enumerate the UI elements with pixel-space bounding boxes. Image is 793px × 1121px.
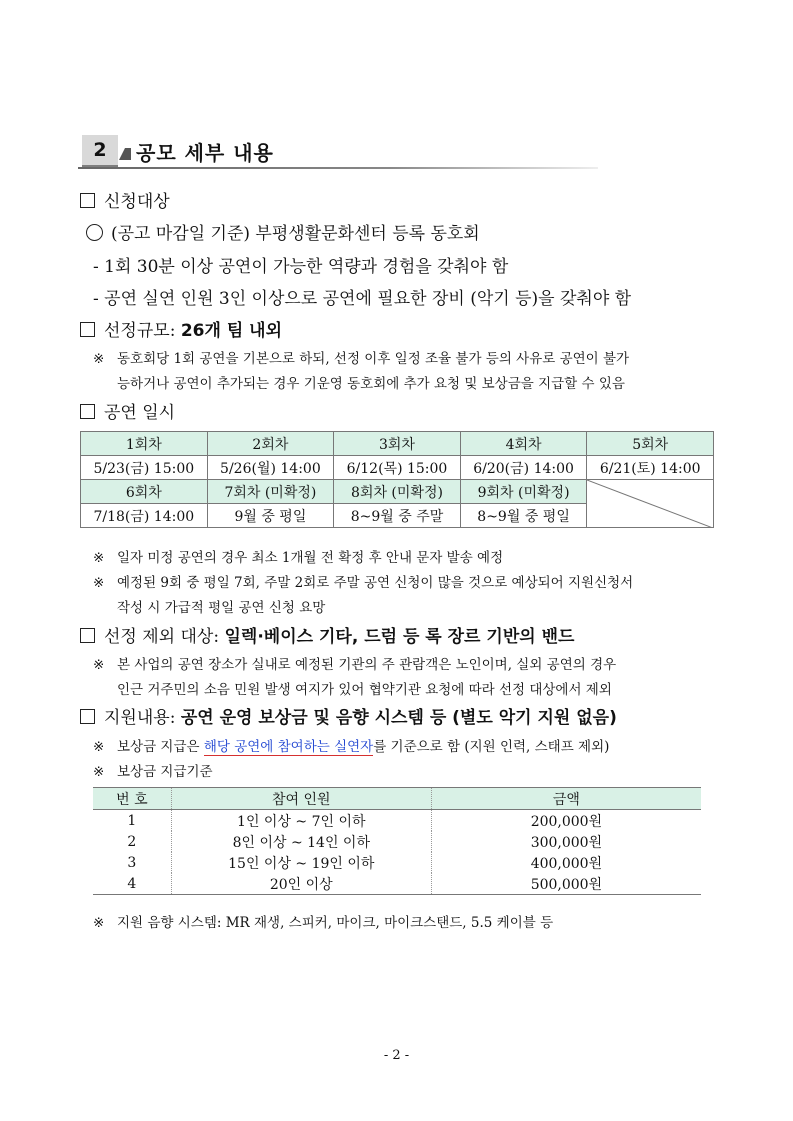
schedule-cell: 7회차 (미확정) [207, 480, 334, 504]
payment-table [93, 787, 701, 895]
exclusion-heading: 선정 제외 대상: [104, 627, 225, 647]
target-circle-text: (공고 마감일 기준) 부평생활문화센터 등록 동호회 [111, 224, 480, 244]
circle-bullet-icon [86, 224, 103, 241]
schedule-cell: 8~9월 중 주말 [334, 504, 461, 528]
section-header [78, 131, 598, 171]
schedule-cell: 2회차 [207, 432, 334, 456]
schedule-cell: 6/20(금) 14:00 [460, 456, 587, 480]
schedule-cell: 4회차 [460, 432, 587, 456]
checkbox-square-icon [80, 628, 95, 643]
payment-header-cell: 참여 인원 [171, 788, 431, 810]
payment-cell: 8인 이상 ~ 14인 이하 [171, 831, 431, 852]
schedule-header-row [81, 480, 714, 504]
section-title: 공모 세부 내용 [136, 141, 274, 165]
target-dash-item-2: - 공연 실연 인원 3인 이상으로 공연에 필요한 장비 (악기 등)을 갖춰야 함 [93, 289, 632, 309]
support-note1-pre: 보상금 지급은 [117, 739, 204, 755]
schedule-empty-cell [587, 480, 714, 528]
schedule-cell: 8~9월 중 평일 [460, 504, 587, 528]
schedule-cell: 5/26(월) 14:00 [207, 456, 334, 480]
note-mark: ※ [93, 739, 105, 755]
checkbox-square-icon [80, 322, 95, 337]
scale-heading-line [80, 316, 282, 341]
diagonal-line [587, 480, 713, 528]
section-underline [78, 167, 598, 169]
payment-cell: 200,000원 [431, 810, 701, 832]
schedule-note2-line2: 작성 시 가급적 평일 공연 신청 요망 [117, 600, 326, 616]
schedule-note2-text1: 예정된 9회 중 평일 7회, 주말 2회로 주말 공연 신청이 많을 것으로 예상되어 지원신청서 [117, 575, 634, 591]
payment-cell: 20인 이상 [171, 873, 431, 895]
support-heading: 지원내용: [104, 708, 181, 728]
target-heading-line [80, 187, 170, 212]
schedule-cell: 6/21(토) 14:00 [587, 456, 714, 480]
schedule-cell: 5회차 [587, 432, 714, 456]
note-mark: ※ [93, 657, 105, 673]
checkbox-square-icon [80, 193, 95, 208]
payment-cell: 1 [127, 812, 137, 829]
schedule-cell: 6회차 [81, 480, 208, 504]
table-row [93, 810, 701, 832]
schedule-cell: 1회차 [81, 432, 208, 456]
note-mark: ※ [93, 764, 105, 780]
exclusion-note-line2: 인근 거주민의 소음 민원 발생 여지가 있어 협약기관 요청에 따라 선정 대상에서 제외 [117, 682, 612, 698]
scale-heading: 선정규모: [104, 321, 181, 341]
schedule-header-row [81, 432, 714, 456]
section-number: 2 [82, 135, 118, 168]
schedule-note1-text: 일자 미정 공연의 경우 최소 1개월 전 확정 후 안내 문자 발송 예정 [117, 550, 504, 566]
target-circle-item [86, 219, 480, 244]
support-note2 [93, 760, 213, 780]
section-marker-icon [119, 148, 131, 160]
support-note1-post: 를 기준으로 함 (지원 인력, 스태프 제외) [373, 739, 610, 755]
note-mark: ※ [93, 575, 105, 591]
support-note1 [93, 735, 609, 755]
support-note3 [93, 911, 553, 931]
target-dash-item-1: - 1회 30분 이상 공연이 가능한 역량과 경험을 갖춰야 함 [93, 257, 509, 277]
support-heading-line [80, 703, 617, 728]
schedule-note2-line1 [93, 571, 633, 591]
payment-header-row [93, 788, 701, 810]
table-row [93, 831, 701, 852]
support-note2-text: 보상금 지급기준 [117, 764, 213, 780]
page-number: - 2 - [383, 1048, 410, 1063]
support-value: 공연 운영 보상금 및 음향 시스템 등 (별도 악기 지원 없음) [180, 708, 617, 728]
note-mark: ※ [93, 550, 105, 566]
schedule-note1 [93, 546, 503, 566]
support-note3-text: 지원 음향 시스템: MR 재생, 스피커, 마이크, 마이크스탠드, 5.5 케이블 등 [117, 915, 554, 931]
schedule-cell: 3회차 [334, 432, 461, 456]
table-row [93, 852, 701, 873]
payment-cell: 15인 이상 ~ 19인 이하 [171, 852, 431, 873]
payment-cell: 1인 이상 ~ 7인 이하 [171, 810, 431, 832]
checkbox-square-icon [80, 404, 95, 419]
exclusion-note-text1: 본 사업의 공연 장소가 실내로 예정된 기관의 주 관람객은 노인이며, 실외 공연의 경우 [117, 657, 617, 673]
scale-value: 26개 팀 내외 [180, 321, 283, 341]
schedule-date-row [81, 456, 714, 480]
checkbox-square-icon [80, 709, 95, 724]
scale-note-line1 [93, 347, 629, 367]
note-mark: ※ [93, 351, 105, 367]
schedule-cell: 8회차 (미확정) [334, 480, 461, 504]
payment-cell: 3 [127, 854, 137, 871]
payment-cell: 500,000원 [431, 873, 701, 895]
table-row [93, 873, 701, 895]
schedule-table [80, 431, 714, 528]
payment-cell: 2 [127, 833, 137, 850]
schedule-cell: 9월 중 평일 [207, 504, 334, 528]
exclusion-heading-line [80, 622, 574, 647]
schedule-cell: 9회차 (미확정) [460, 480, 587, 504]
schedule-cell: 6/12(목) 15:00 [334, 456, 461, 480]
payment-cell: 300,000원 [431, 831, 701, 852]
schedule-heading-line [80, 398, 175, 423]
schedule-cell: 5/23(금) 15:00 [81, 456, 208, 480]
payment-header-cell: 번 호 [93, 788, 171, 810]
exclusion-value: 일렉·베이스 기타, 드럼 등 록 장르 기반의 밴드 [224, 627, 575, 647]
payment-cell: 400,000원 [431, 852, 701, 873]
scale-note-text1: 동호회당 1회 공연을 기본으로 하되, 선정 이후 일정 조율 불가 등의 사유로 공연이 불가 [117, 351, 630, 367]
payment-header-cell: 금액 [431, 788, 701, 810]
target-heading: 신청대상 [104, 192, 170, 212]
schedule-heading: 공연 일시 [104, 403, 176, 423]
scale-note-line2: 능하거나 공연이 추가되는 경우 기운영 동호회에 추가 요청 및 보상금을 지급할 수 있음 [117, 376, 625, 392]
exclusion-note-line1 [93, 653, 616, 673]
support-note1-highlight: 해당 공연에 참여하는 실연자 [203, 739, 374, 755]
note-mark: ※ [93, 915, 105, 931]
payment-cell: 4 [93, 873, 171, 895]
schedule-cell: 7/18(금) 14:00 [81, 504, 208, 528]
